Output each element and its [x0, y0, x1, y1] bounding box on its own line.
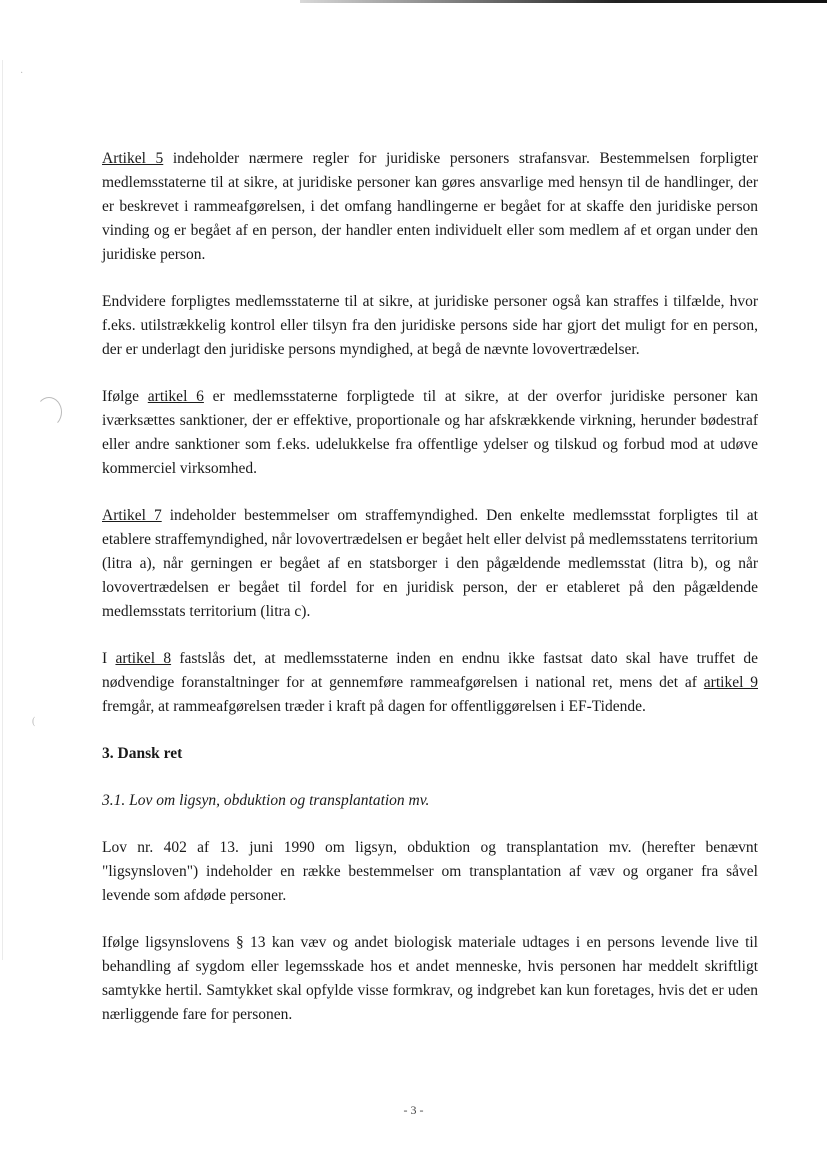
paragraph-article-8-9: I artikel 8 fastslås det, at medlemsstaterne inden en endnu ikke fastsat dato skal have truffet de nødvendige foranstaltninger for at gennemføre rammeafgørelsen i national ret, mens det af artikel 9 fremgår, at rammeafgørelsen træder i kraft på dagen for offentliggørelsen i EF-Tidende. — [102, 650, 758, 715]
subsection-heading: 3.1. Lov om ligsyn, obduktion og transplantation mv. — [102, 792, 430, 809]
article-8-ref: artikel 8 — [115, 650, 172, 667]
article-7-ref: Artikel 7 — [102, 507, 162, 524]
paragraph-liability: Endvidere forpligtes medlemsstaterne til at sikre, at juridiske personer også kan straffes i tilfælde, hvor f.eks. utilstrækkelig kontrol eller tilsyn fra den juridiske persons side har gjort det muligt for en person, der er underlagt den juridiske persons myndighed, at begå de nævnte lovovertrædelser. — [102, 293, 758, 358]
article-6-ref: artikel 6 — [147, 388, 204, 405]
scan-left-edge — [2, 60, 3, 960]
punch-hole-mark — [36, 397, 62, 427]
paragraph-article-7: Artikel 7 indeholder bestemmelser om straffemyndighed. Den enkelte medlemsstat forpligtes til at etablere straffemyndighed, når lovovertrædelsen er begået helt eller delvist på medlemsstatens territorium (litra a), når gerningen er begået af en statsborger i den pågældende medlemsstat (litra b), og når lovovertrædelsen er begået til fordel for en juridisk person, der er etableret på den pågældende medlemsstats territorium (litra c). — [102, 507, 758, 620]
paragraph-ligsynsloven: Lov nr. 402 af 13. juni 1990 om ligsyn, obduktion og transplantation mv. (herefter benævnt "ligsynsloven") indeholder en række bestemmelser om transplantation af væv og organer fra såvel levende som afdøde personer. — [102, 839, 758, 904]
scan-speck: ( — [32, 716, 36, 727]
paragraph-section-13: Ifølge ligsynslovens § 13 kan væv og andet biologisk materiale udtages i en persons levende live til behandling af sygdom eller legemsskade hos et andet menneske, hvis personen har meddelt skriftligt samtykke hertil. Samtykket skal opfylde visse formkrav, og indgrebet kan kun foretages, hvis det er uden nærliggende fare for personen. — [102, 934, 758, 1023]
article-9-ref: artikel 9 — [703, 674, 758, 691]
paragraph-article-6: Ifølge artikel 6 er medlemsstaterne forpligtede til at sikre, at der overfor juridiske personer kan iværksættes sanktioner, der er effektive, proportionale og har afskrækkende virkning, herunder bødestraf eller andre sanktioner som f.eks. udelukkelse fra offentlige ydelser og tilskud og forbud mod at udøve kommerciel virksomhed. — [102, 388, 758, 477]
section-heading: 3. Dansk ret — [102, 745, 183, 762]
page-number: - 3 - — [403, 1103, 424, 1117]
paragraph-article-5: Artikel 5 indeholder nærmere regler for juridiske personers strafansvar. Bestemmelsen forpligter medlemsstaterne til at sikre, at juridiske personer kan gøres ansvarlige med hensyn til de handlinger, der er beskrevet i rammeafgørelsen, i det omfang handlingerne er begået for at skaffe den juridiske person vinding og er begået af en person, der handler enten individuelt eller som medlem af et organ under den juridiske person. — [102, 150, 758, 263]
document-body — [102, 147, 758, 1050]
scan-speck: · — [20, 68, 24, 79]
article-5-ref: Artikel 5 — [102, 150, 164, 167]
scan-top-rule — [300, 0, 827, 3]
